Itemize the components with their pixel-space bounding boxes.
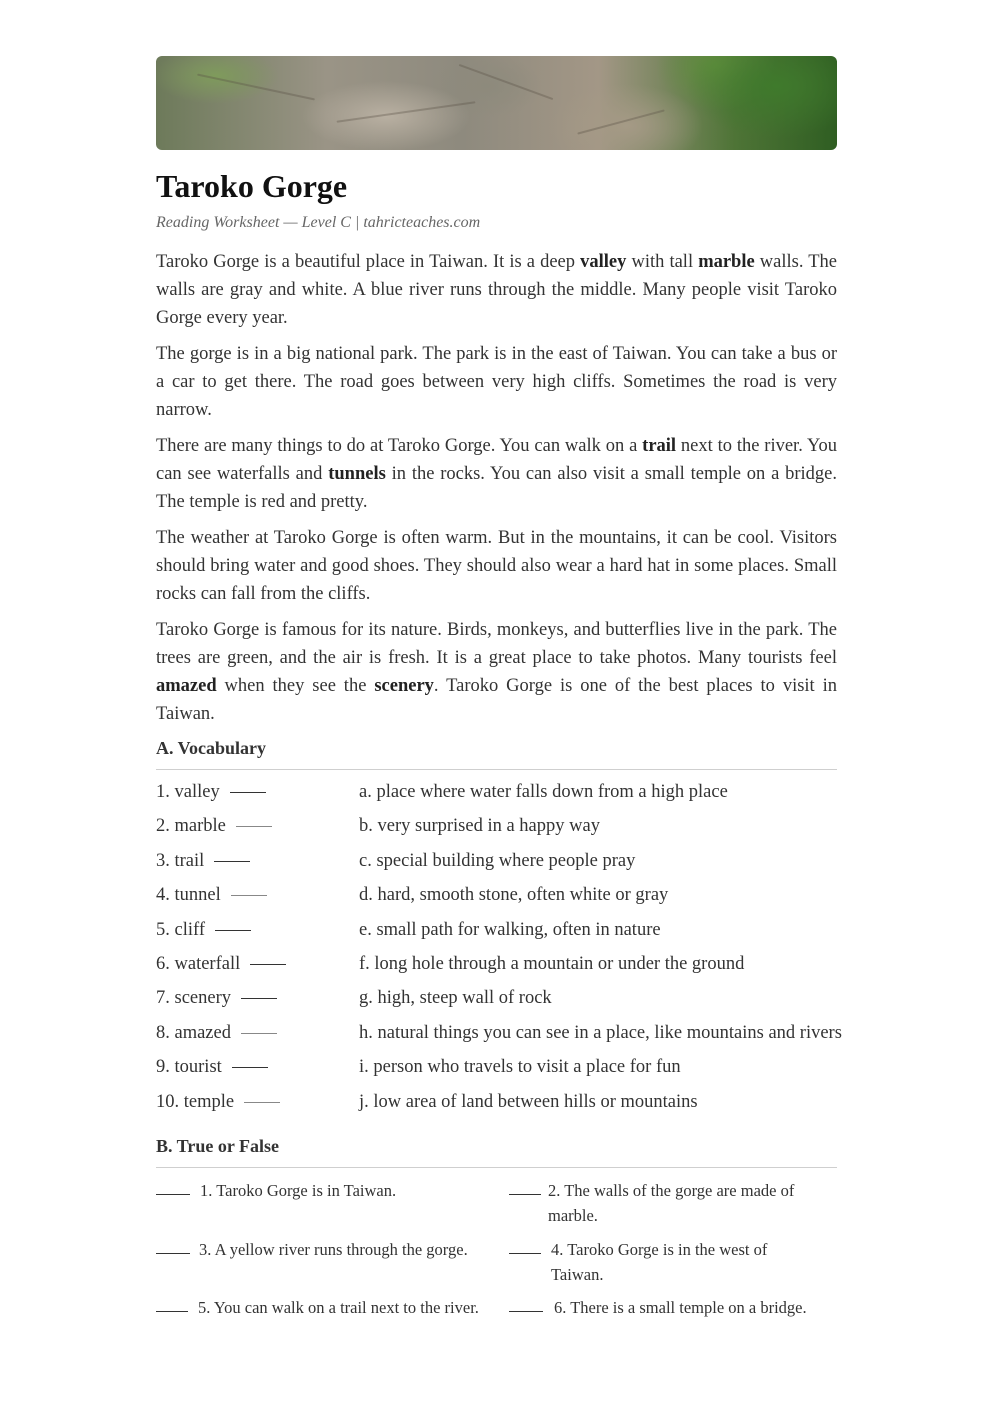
answer-blank[interactable] (509, 1253, 541, 1254)
vocab-term: 5. cliff (156, 919, 205, 940)
paragraph (156, 248, 837, 332)
vocab-definition: c. special building where people pray (359, 850, 636, 871)
paragraph (156, 340, 837, 424)
paragraph (156, 616, 837, 728)
answer-blank[interactable] (509, 1311, 543, 1312)
answer-blank[interactable] (156, 1194, 190, 1195)
vocab-definition: d. hard, smooth stone, often white or gray (359, 885, 669, 906)
vocab-term: 9. tourist (156, 1057, 222, 1078)
page-title: Taroko Gorge (156, 168, 348, 204)
vocab-row (156, 1019, 916, 1053)
vocab-keyword: tunnels (328, 464, 386, 484)
vocab-definition: h. natural things you can see in a place, like mountains and rivers (359, 1022, 842, 1043)
tf-item (156, 1295, 486, 1345)
answer-blank[interactable] (214, 861, 250, 862)
vocab-definition: j. low area of land between hills or mountains (359, 1091, 698, 1112)
vocab-term: 6. waterfall (156, 953, 241, 974)
tf-item (156, 1178, 486, 1228)
vocab-definition: e. small path for walking, often in nature (359, 919, 661, 940)
vocab-row (156, 1088, 916, 1122)
answer-blank[interactable] (230, 792, 266, 793)
paragraph-text: with tall (626, 252, 699, 272)
answer-blank[interactable] (156, 1253, 190, 1254)
true-false-heading: B. True or False (156, 1136, 837, 1168)
paragraph (156, 432, 837, 516)
tf-item (156, 1237, 486, 1287)
vocab-keyword: trail (642, 436, 677, 456)
vocab-definition: i. person who travels to visit a place for fun (359, 1057, 681, 1078)
tf-statement: 6. There is a small temple on a bridge. (554, 1298, 807, 1317)
tf-item (509, 1237, 837, 1287)
vocab-row (156, 881, 916, 915)
answer-blank[interactable] (241, 998, 277, 999)
answer-blank[interactable] (244, 1102, 280, 1103)
vocab-row (156, 1053, 916, 1087)
tf-statement: 1. Taroko Gorge is in Taiwan. (200, 1181, 397, 1200)
vocab-row (156, 812, 916, 846)
answer-blank[interactable] (241, 1033, 277, 1034)
vocab-list (156, 778, 916, 1122)
paragraph-text: There are many things to do at Taroko Gorge. You can walk on a (156, 436, 643, 456)
answer-blank[interactable] (509, 1194, 541, 1195)
vocab-row (156, 778, 916, 812)
vocab-term: 7. scenery (156, 988, 231, 1009)
answer-blank[interactable] (156, 1311, 188, 1312)
vocab-row (156, 984, 916, 1018)
vocab-definition: f. long hole through a mountain or under the ground (359, 953, 745, 974)
tf-statement: 2. The walls of the gorge are made of marble. (548, 1181, 795, 1225)
vocab-definition: b. very surprised in a happy way (359, 816, 600, 837)
answer-blank[interactable] (231, 895, 267, 896)
subtitle: Reading Worksheet — Level C | tahricteaches.com (156, 214, 481, 231)
paragraph-text: walls. The walls are gray and white. A blue river runs through the middle. Many people visit Taroko Gorge every year. (156, 252, 837, 328)
paragraph-text: The gorge is in a big national park. The park is in the east of Taiwan. You can take a bus or a car to get there. The road goes between very high cliffs. Sometimes the road is very narrow. (156, 344, 837, 420)
vocab-term: 2. marble (156, 816, 226, 837)
vocab-heading: A. Vocabulary (156, 738, 837, 770)
paragraph-text: next to the river. You can see waterfalls and (156, 436, 837, 484)
answer-blank[interactable] (215, 930, 251, 931)
vocab-keyword: valley (580, 252, 627, 272)
answer-blank[interactable] (232, 1067, 268, 1068)
vocab-row (156, 916, 916, 950)
paragraph-text: Taroko Gorge is famous for its nature. Birds, monkeys, and butterflies live in the park. The trees are green, and the air is fresh. It is a great place to take photos. Many tourists feel (156, 620, 837, 668)
vocab-term: 1. valley (156, 782, 220, 802)
paragraph-text: when they see the (216, 676, 375, 696)
vocab-term: 8. amazed (156, 1022, 231, 1043)
tf-item (509, 1295, 837, 1345)
tf-statement: 4. Taroko Gorge is in the west of Taiwan. (551, 1240, 768, 1284)
paragraph-text: in the rocks. You can also visit a small temple on a bridge. The temple is red and pretty. (156, 464, 837, 512)
paragraph-text: The weather at Taroko Gorge is often warm. But in the mountains, it can be cool. Visitors should bring water and good shoes. They should also wear a hard hat in some places. Small rocks can fall from the cliffs. (156, 528, 837, 604)
vocab-definition: g. high, steep wall of rock (359, 988, 552, 1009)
paragraph-text: . Taroko Gorge is one of the best places to visit in Taiwan. (156, 676, 837, 724)
vocab-term: 3. trail (156, 850, 205, 871)
vocab-term: 4. tunnel (156, 885, 221, 906)
answer-blank[interactable] (250, 964, 286, 965)
tf-statement: 3. A yellow river runs through the gorge. (199, 1240, 468, 1259)
vocab-term: 10. temple (156, 1091, 235, 1112)
paragraph (156, 524, 837, 608)
reading-passage (156, 248, 837, 736)
header-banner-image (156, 56, 837, 150)
vocab-keyword: amazed (156, 676, 217, 696)
tf-statement: 5. You can walk on a trail next to the river. (198, 1298, 479, 1317)
vocab-row (156, 950, 916, 984)
answer-blank[interactable] (236, 826, 272, 827)
vocab-row (156, 847, 916, 881)
vocab-keyword: marble (698, 252, 755, 272)
vocab-keyword: scenery (374, 676, 434, 696)
paragraph-text: Taroko Gorge is a beautiful place in Taiwan. It is a deep (156, 252, 581, 272)
tf-item (509, 1178, 837, 1228)
vocab-definition: a. place where water falls down from a high place (359, 782, 728, 802)
